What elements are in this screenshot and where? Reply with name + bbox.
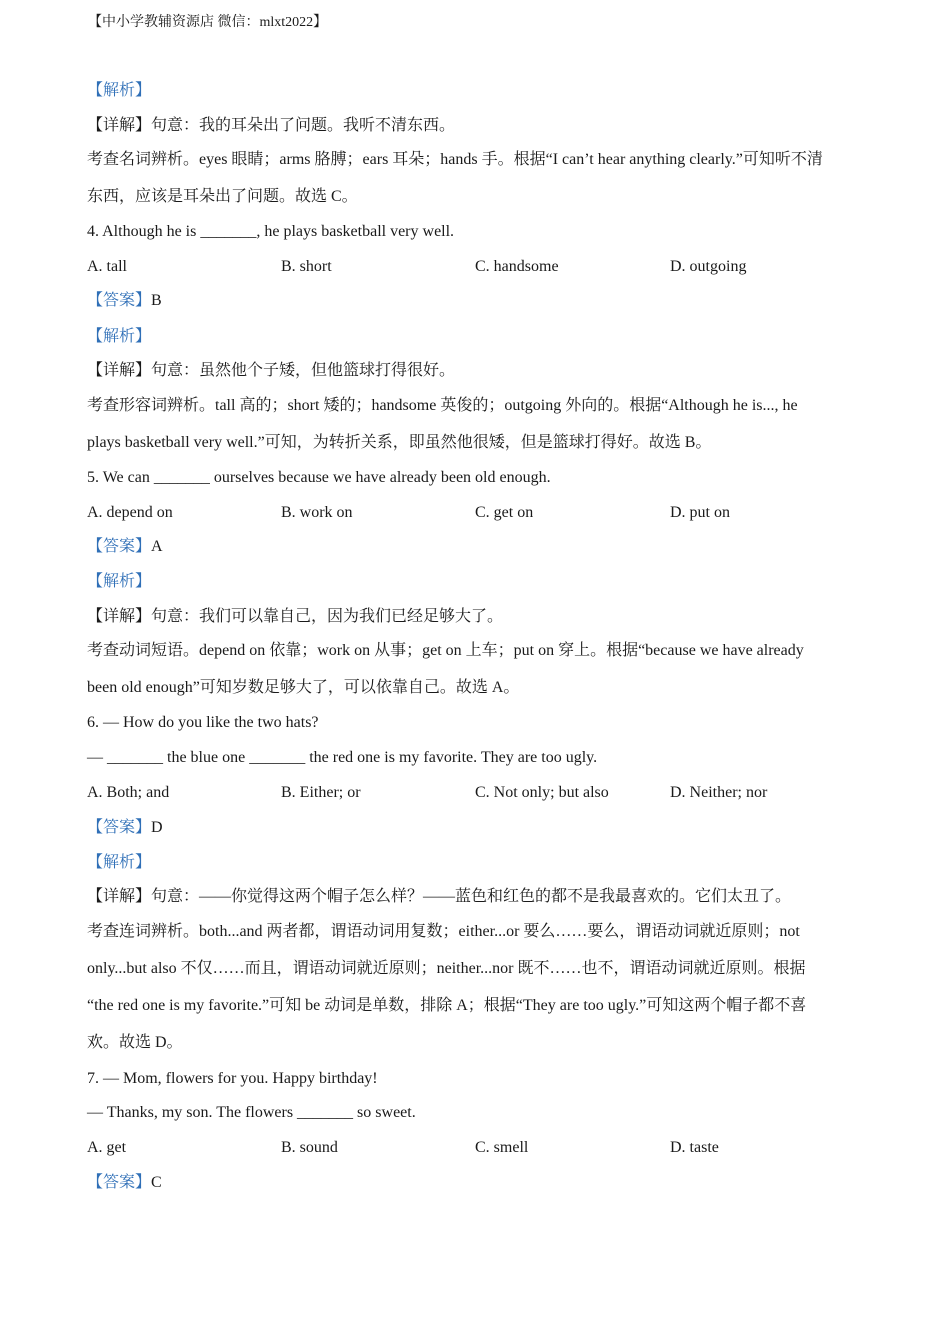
q5-answer <box>87 537 163 557</box>
q4-option-c: C. handsome <box>475 258 559 275</box>
q4-option-d: D. outgoing <box>670 258 747 275</box>
page-header: 【中小学教辅资源店 微信：mlxt2022】 <box>88 15 328 30</box>
q5-answer-label: 【答案】 <box>87 538 152 555</box>
q7-answer <box>87 1173 162 1193</box>
q7-option-a: A. get <box>87 1139 127 1156</box>
q5-option-d: D. put on <box>670 504 730 521</box>
q4-detail <box>87 361 455 381</box>
q4-answer-label: 【答案】 <box>87 292 152 309</box>
q3-detail-text: 句意：我的耳朵出了问题。我听不清东西。 <box>151 117 456 134</box>
q5-explain-line2: been old enough”可知岁数足够大了，可以依靠自己。故选 A。 <box>87 679 520 696</box>
q6-option-a: A. Both; and <box>87 784 170 801</box>
q4-answer-value: B <box>151 292 162 309</box>
q7-option-d: D. taste <box>670 1139 719 1156</box>
q5-analysis-label: 【解析】 <box>87 573 152 590</box>
q6-stem-line1: 6. — How do you like the two hats? <box>87 714 319 731</box>
q6-analysis-label: 【解析】 <box>87 854 152 871</box>
q6-stem-line2: — _______ the blue one _______ the red one is my favorite. They are too ugly. <box>87 749 598 766</box>
q7-answer-value: C <box>151 1174 162 1191</box>
q5-option-c: C. get on <box>475 504 534 521</box>
q6-answer <box>87 818 163 838</box>
q5-answer-value: A <box>151 538 163 555</box>
q3-analysis-label: 【解析】 <box>87 82 152 99</box>
q6-option-b: B. Either; or <box>281 784 361 801</box>
q6-explain-line4: 欢。故选 D。 <box>87 1034 183 1051</box>
q3-explain-line1: 考查名词辨析。eyes 眼睛；arms 胳膊；ears 耳朵；hands 手。根据“I can’t hear anything clearly.”可知听不清 <box>87 151 823 168</box>
q4-explain-line1: 考查形容词辨析。tall 高的；short 矮的；handsome 英俊的；outgoing 外向的。根据“Although he is..., he <box>87 397 798 414</box>
q6-answer-label: 【答案】 <box>87 819 152 836</box>
q6-detail <box>87 887 791 907</box>
q3-detail <box>87 116 455 136</box>
q4-detail-text: 句意：虽然他个子矮，但他篮球打得很好。 <box>151 362 456 379</box>
q5-detail-label: 【详解】 <box>87 608 152 625</box>
q4-analysis-label: 【解析】 <box>87 328 152 345</box>
q5-detail <box>87 607 503 627</box>
q3-explain-line2: 东西，应该是耳朵出了问题。故选 C。 <box>87 188 358 205</box>
q5-stem: 5. We can _______ ourselves because we have already been old enough. <box>87 469 551 486</box>
q6-detail-text: 句意：——你觉得这两个帽子怎么样？——蓝色和红色的都不是我最喜欢的。它们太丑了。 <box>151 888 792 905</box>
q5-option-a: A. depend on <box>87 504 173 521</box>
q7-option-c: C. smell <box>475 1139 529 1156</box>
q6-option-d: D. Neither; nor <box>670 784 768 801</box>
q5-detail-text: 句意：我们可以靠自己，因为我们已经足够大了。 <box>151 608 504 625</box>
q4-explain-line2: plays basketball very well.”可知，为转折关系，即虽然他很矮，但是篮球打得好。故选 B。 <box>87 434 712 451</box>
q6-explain-line2: only...but also 不仅……而且，谓语动词就近原则；neither...nor 既不……也不，谓语动词就近原则。根据 <box>87 960 806 977</box>
q4-answer <box>87 291 162 311</box>
q7-option-b: B. sound <box>281 1139 338 1156</box>
q4-option-a: A. tall <box>87 258 127 275</box>
q5-option-b: B. work on <box>281 504 353 521</box>
q6-option-c: C. Not only; but also <box>475 784 609 801</box>
q7-stem-line2: — Thanks, my son. The flowers _______ so sweet. <box>87 1104 416 1121</box>
q7-stem-line1: 7. — Mom, flowers for you. Happy birthday! <box>87 1070 378 1087</box>
q6-explain-line1: 考查连词辨析。both...and 两者都，谓语动词用复数；either...or 要么……要么，谓语动词就近原则；not <box>87 923 800 940</box>
q4-option-b: B. short <box>281 258 332 275</box>
q5-explain-line1: 考查动词短语。depend on 依靠；work on 从事；get on 上车；put on 穿上。根据“because we have already <box>87 642 804 659</box>
q6-explain-line3: “the red one is my favorite.”可知 be 动词是单数，排除 A；根据“They are too ugly.”可知这两个帽子都不喜 <box>87 997 807 1014</box>
q4-detail-label: 【详解】 <box>87 362 152 379</box>
q4-stem: 4. Although he is _______, he plays basketball very well. <box>87 223 455 240</box>
q6-answer-value: D <box>151 819 163 836</box>
q7-answer-label: 【答案】 <box>87 1174 152 1191</box>
q3-detail-label: 【详解】 <box>87 117 152 134</box>
q6-detail-label: 【详解】 <box>87 888 152 905</box>
